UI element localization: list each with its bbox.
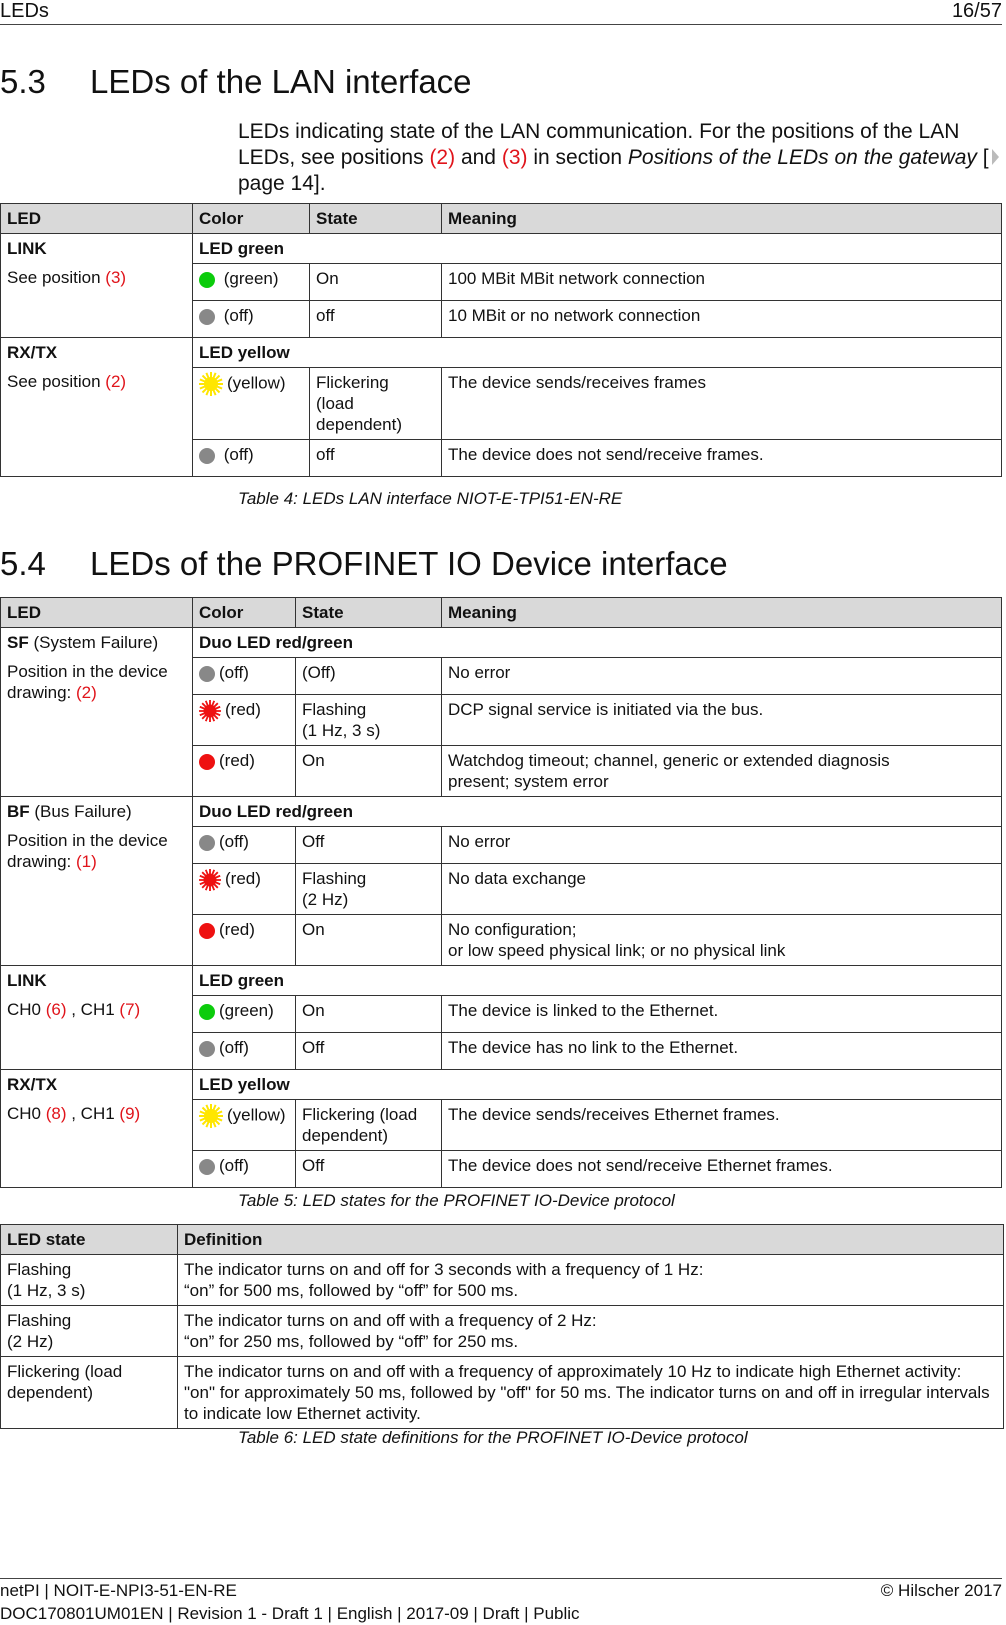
led-group-label: LED green	[193, 966, 1002, 996]
meaning-cell: The device does not send/receive frames.	[442, 440, 1002, 477]
red-flashing-led-icon	[199, 700, 221, 722]
state-cell	[1, 1306, 178, 1357]
color-cell	[193, 695, 296, 746]
color-cell	[193, 658, 296, 695]
intro-text: LEDs indicating state of the LAN communication. For the positions of the LAN LEDs, see positions	[238, 120, 960, 169]
color-cell	[193, 915, 296, 966]
state-cell	[310, 368, 442, 440]
color-label: (off)	[219, 832, 249, 851]
state-line: Flashing	[7, 1260, 72, 1279]
led-group-label: Duo LED red/green	[193, 797, 1002, 827]
section-5-4-heading	[0, 545, 728, 583]
table-row	[1, 628, 1002, 658]
position-label: Position in the device	[7, 662, 168, 681]
definition-line: The indicator turns on and off with a frequency of 2 Hz:	[184, 1311, 597, 1330]
red-led-icon	[199, 923, 215, 939]
color-label: (off)	[219, 1038, 249, 1057]
channel-label: CH0	[7, 1000, 46, 1019]
color-label: (red)	[225, 869, 261, 888]
state-cell: Off	[296, 1151, 442, 1188]
intro-text: in section	[527, 146, 628, 169]
channel-label: , CH1	[66, 1104, 120, 1123]
state-cell	[296, 864, 442, 915]
header-section: LEDs	[0, 0, 49, 22]
table-header-row	[1, 598, 1002, 628]
header-page-number: 16/57	[951, 0, 1002, 22]
color-label: (red)	[225, 700, 261, 719]
intro-text: and	[455, 146, 502, 169]
color-label: (red)	[219, 751, 255, 770]
meaning-cell: The device sends/receives Ethernet frames.	[442, 1100, 1002, 1151]
state-cell	[1, 1255, 178, 1306]
definition-line: “on” for 250 ms, followed by “off” for 250 ms.	[184, 1332, 519, 1351]
page-footer	[0, 1578, 1002, 1623]
state-line: dependent)	[316, 415, 403, 434]
column-header: Color	[193, 598, 296, 628]
led-cell	[1, 966, 193, 1070]
state-line: dependent)	[302, 1126, 389, 1145]
led-name: LINK	[7, 971, 47, 990]
section-title: LEDs of the LAN interface	[90, 63, 472, 100]
state-cell: On	[296, 746, 442, 797]
table-row	[1, 966, 1002, 996]
meaning-cell: The device sends/receives frames	[442, 368, 1002, 440]
state-cell: On	[310, 264, 442, 301]
meaning-cell: DCP signal service is initiated via the bus.	[442, 695, 1002, 746]
state-cell: On	[296, 996, 442, 1033]
column-header: Meaning	[442, 204, 1002, 234]
state-line: (1 Hz, 3 s)	[302, 721, 381, 740]
led-name: LINK	[7, 239, 47, 258]
led-state-definitions-table	[0, 1224, 1004, 1429]
meaning-cell: No error	[442, 658, 1002, 695]
state-cell	[296, 695, 442, 746]
meaning-cell: The device has no link to the Ethernet.	[442, 1033, 1002, 1070]
yellow-flicker-led-icon	[199, 1104, 223, 1128]
led-full-name: (Bus Failure)	[29, 802, 132, 821]
color-cell	[193, 1100, 296, 1151]
state-cell: off	[310, 440, 442, 477]
position-ref-link[interactable]: (8)	[45, 1104, 67, 1123]
led-full-name: (System Failure)	[28, 633, 159, 652]
definition-line: “on” for 500 ms, followed by “off” for 500 ms.	[184, 1281, 519, 1300]
position-label: Position in the device	[7, 831, 168, 850]
column-header: Definition	[178, 1225, 1004, 1255]
red-flashing-led-icon	[199, 869, 221, 891]
meaning-cell: 10 MBit or no network connection	[442, 301, 1002, 338]
position-ref-link[interactable]: (3)	[501, 146, 528, 169]
position-label: drawing:	[7, 683, 76, 702]
color-cell	[193, 827, 296, 864]
table-row	[1, 338, 1002, 368]
position-ref-link[interactable]: (2)	[105, 372, 127, 391]
channel-label: CH0	[7, 1104, 46, 1123]
led-group-label: LED green	[193, 234, 1002, 264]
meaning-cell: No error	[442, 827, 1002, 864]
meaning-line: No configuration;	[448, 920, 577, 939]
state-line: dependent)	[7, 1383, 94, 1402]
definition-cell	[178, 1255, 1004, 1306]
color-cell	[193, 368, 310, 440]
table-row	[1, 1357, 1004, 1429]
definition-line: The indicator turns on and off for 3 seconds with a frequency of 1 Hz:	[184, 1260, 704, 1279]
state-line: (2 Hz)	[302, 890, 349, 909]
led-cell	[1, 1070, 193, 1188]
meaning-cell	[442, 915, 1002, 966]
gray-led-icon	[199, 1159, 215, 1175]
gray-led-icon	[199, 666, 215, 682]
led-group-label: LED yellow	[193, 1070, 1002, 1100]
state-line: (2 Hz)	[7, 1332, 54, 1351]
color-cell	[193, 864, 296, 915]
position-ref-link[interactable]: (6)	[45, 1000, 67, 1019]
color-label: (off)	[223, 445, 254, 464]
state-cell: Off	[296, 1033, 442, 1070]
page-ref-link[interactable]: page 14].	[238, 172, 326, 195]
color-label: (off)	[219, 1156, 249, 1175]
table-header-row	[1, 204, 1002, 234]
led-cell	[1, 338, 193, 477]
color-cell	[193, 746, 296, 797]
footer-copyright: © Hilscher 2017	[880, 1581, 1002, 1600]
column-header: LED	[1, 598, 193, 628]
led-group-label: LED yellow	[193, 338, 1002, 368]
intro-paragraph	[238, 119, 1006, 197]
column-header: Color	[193, 204, 310, 234]
color-cell	[193, 1033, 296, 1070]
meaning-line: or low speed physical link; or no physical link	[448, 941, 786, 960]
color-label: (green)	[219, 1001, 274, 1020]
table-header-row	[1, 1225, 1004, 1255]
gray-led-icon	[199, 835, 215, 851]
table-row	[1, 1255, 1004, 1306]
led-cell	[1, 628, 193, 797]
definition-cell: The indicator turns on and off with a frequency of approximately 10 Hz to indicate high Ethernet activity: "on" for approximately 50 ms, followed by "off" for 50 ms. The indicator turns on and off in irregular intervals to indicate low Ethernet activity.	[178, 1357, 1004, 1429]
section-number: 5.4	[0, 545, 46, 582]
meaning-cell: The device does not send/receive Ethernet frames.	[442, 1151, 1002, 1188]
state-line: Flashing	[302, 700, 367, 719]
table-caption: Table 5: LED states for the PROFINET IO-Device protocol	[238, 1191, 675, 1210]
footer-document-info: DOC170801UM01EN | Revision 1 - Draft 1 | English | 2017-09 | Draft | Public	[0, 1604, 580, 1623]
table-row	[1, 234, 1002, 264]
color-label: (off)	[223, 306, 254, 325]
green-led-icon	[199, 1004, 215, 1020]
column-header: Meaning	[442, 598, 1002, 628]
table-caption: Table 6: LED state definitions for the PROFINET IO-Device protocol	[238, 1428, 748, 1447]
state-line: Flickering (load	[7, 1362, 123, 1381]
column-header: LED state	[1, 1225, 178, 1255]
intro-text: [	[976, 146, 989, 169]
color-cell	[193, 440, 310, 477]
red-led-icon	[199, 754, 215, 770]
channel-label: , CH1	[66, 1000, 120, 1019]
column-header: State	[296, 598, 442, 628]
meaning-line: present; system error	[448, 772, 609, 791]
color-label: (red)	[219, 920, 255, 939]
page-header	[0, 0, 1002, 25]
led-name: BF	[7, 802, 30, 821]
state-line: (1 Hz, 3 s)	[7, 1281, 86, 1300]
led-name: RX/TX	[7, 1075, 58, 1094]
position-ref-link[interactable]: (2)	[75, 683, 97, 702]
position-label: drawing:	[7, 852, 76, 871]
led-name: RX/TX	[7, 343, 58, 362]
state-cell: off	[310, 301, 442, 338]
position-ref-link[interactable]: (1)	[75, 852, 97, 871]
state-line: (load	[316, 394, 354, 413]
state-line: Flashing	[7, 1311, 72, 1330]
table-row	[1, 1306, 1004, 1357]
position-label: See position	[7, 268, 106, 287]
footer-product: netPI | NOIT-E-NPI3-51-EN-RE	[0, 1581, 237, 1600]
color-label: (yellow)	[227, 373, 286, 393]
column-header: LED	[1, 204, 193, 234]
state-line: Flickering	[316, 373, 389, 392]
meaning-cell: No data exchange	[442, 864, 1002, 915]
table-caption: Table 4: LEDs LAN interface NIOT-E-TPI51-EN-RE	[238, 489, 623, 508]
color-label: (off)	[219, 663, 249, 682]
gray-led-icon	[199, 448, 215, 464]
color-cell	[193, 264, 310, 301]
lan-led-table	[0, 203, 1002, 477]
meaning-line: Watchdog timeout; channel, generic or extended diagnosis	[448, 751, 890, 770]
state-cell: Off	[296, 827, 442, 864]
yellow-flicker-led-icon	[199, 372, 223, 396]
section-title: LEDs of the PROFINET IO Device interface	[90, 545, 728, 582]
led-cell	[1, 797, 193, 966]
green-led-icon	[199, 272, 215, 288]
color-cell	[193, 1151, 296, 1188]
position-ref-link[interactable]: (2)	[429, 146, 456, 169]
led-cell	[1, 234, 193, 338]
meaning-cell: 100 MBit MBit network connection	[442, 264, 1002, 301]
state-cell	[296, 1100, 442, 1151]
definition-cell	[178, 1306, 1004, 1357]
state-cell: (Off)	[296, 658, 442, 695]
position-ref-link[interactable]: (3)	[105, 268, 127, 287]
section-number: 5.3	[0, 63, 46, 100]
color-cell	[193, 301, 310, 338]
position-ref-link[interactable]: (9)	[119, 1104, 141, 1123]
state-cell	[1, 1357, 178, 1429]
column-header: State	[310, 204, 442, 234]
gray-led-icon	[199, 309, 215, 325]
meaning-cell: The device is linked to the Ethernet.	[442, 996, 1002, 1033]
table-row	[1, 797, 1002, 827]
state-line: Flickering (load	[302, 1105, 418, 1124]
led-name: SF	[7, 633, 29, 652]
profinet-led-table	[0, 597, 1002, 1188]
section-link[interactable]: Positions of the LEDs on the gateway	[627, 146, 977, 169]
meaning-cell	[442, 746, 1002, 797]
table-row	[1, 1070, 1002, 1100]
state-cell: On	[296, 915, 442, 966]
page-ref-arrow-icon	[992, 149, 999, 165]
section-5-3-heading	[0, 63, 472, 101]
state-line: Flashing	[302, 869, 367, 888]
position-ref-link[interactable]: (7)	[119, 1000, 141, 1019]
color-cell	[193, 996, 296, 1033]
led-group-label: Duo LED red/green	[193, 628, 1002, 658]
position-label: See position	[7, 372, 106, 391]
color-label: (yellow)	[227, 1105, 286, 1125]
gray-led-icon	[199, 1041, 215, 1057]
color-label: (green)	[223, 269, 279, 288]
